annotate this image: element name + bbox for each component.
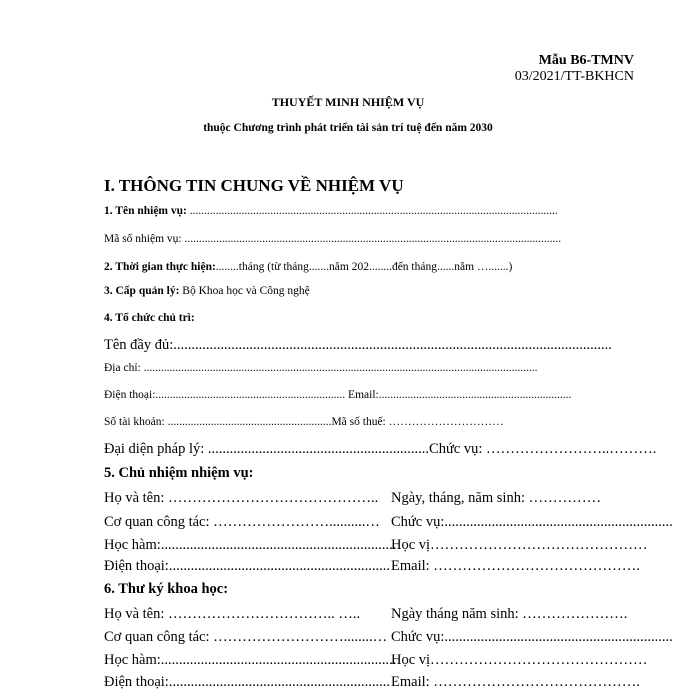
host-organization-label: 4. Tổ chức chủ trì: [104, 312, 195, 324]
duration-row [104, 261, 512, 273]
org-representative-field[interactable]: Đại diện pháp lý: .............................................................Chức vụ: ……………………..………. [104, 441, 657, 457]
document-title: THUYẾT MINH NHIỆM VỤ [271, 95, 425, 109]
leader-name-field[interactable]: Họ và tên: …………………………………….. [104, 490, 379, 506]
leader-email-field[interactable]: Email: ……………………………………. [391, 558, 640, 574]
form-code: Mẫu B6-TMNV [538, 53, 634, 68]
secretary-degree-field[interactable]: Học vị……………………………………… [391, 652, 648, 668]
secretary-email-field[interactable]: Email: ……………………………………. [391, 674, 640, 690]
leader-birthdate-field[interactable]: Ngày, tháng, năm sinh: …………… [391, 490, 602, 506]
section-6-heading: 6. Thư ký khoa học: [104, 581, 229, 597]
secretary-workplace-field[interactable]: Cơ quan công tác: ………………………........… [104, 629, 388, 645]
leader-position-field[interactable]: Chức vụ:............................................................... [391, 514, 673, 530]
duration-field[interactable]: ........tháng (từ tháng.......năm 202........đến tháng......năm ….......) [215, 261, 513, 273]
management-row [104, 285, 310, 297]
leader-academic-title-field[interactable]: Học hàm:................................................................. [104, 537, 397, 553]
org-phone-email-field[interactable]: Điện thoại:.................................................................. Email:................................................................... [104, 389, 572, 401]
section-5-heading: 5. Chủ nhiệm nhiệm vụ: [104, 465, 254, 481]
leader-workplace-field[interactable]: Cơ quan công tác: ……………………..........… [104, 514, 380, 530]
task-code-field[interactable]: Mã số nhiệm vụ: ................................................................................................................................... [104, 233, 562, 245]
task-name-label: 1. Tên nhiệm vụ: [104, 205, 187, 217]
secretary-phone-field[interactable]: Điện thoại:............................................................. [104, 674, 390, 690]
document-subtitle: thuộc Chương trình phát triển tài sản trí tuệ đến năm 2030 [203, 122, 493, 134]
secretary-academic-title-field[interactable]: Học hàm:................................................................. [104, 652, 397, 668]
org-address-field[interactable]: Địa chỉ: ......................................................................................................................................... [104, 362, 538, 374]
task-name-row [104, 205, 558, 217]
circular-number: 03/2021/TT-BKHCN [514, 69, 634, 84]
secretary-position-field[interactable]: Chức vụ:............................................................... [391, 629, 673, 645]
leader-phone-field[interactable]: Điện thoại:............................................................. [104, 558, 390, 574]
task-name-field[interactable]: ................................................................................................................................ [186, 205, 558, 217]
secretary-name-field[interactable]: Họ và tên: …………………………….. ….. [104, 606, 361, 622]
section-1-heading: I. THÔNG TIN CHUNG VỀ NHIỆM VỤ [104, 176, 404, 195]
management-label: 3. Cấp quản lý: [104, 285, 180, 297]
org-account-tax-field[interactable]: Số tài khoản: .........................................................Mã số thuế: ………………………… [104, 416, 504, 428]
leader-degree-field[interactable]: Học vị……………………………………… [391, 537, 648, 553]
management-value: Bộ Khoa học và Công nghệ [179, 285, 310, 297]
org-fullname-field[interactable]: Tên đầy đủ:......................................................................................................................... [104, 337, 612, 353]
duration-label: 2. Thời gian thực hiện: [104, 261, 216, 273]
secretary-birthdate-field[interactable]: Ngày tháng năm sinh: …………………. [391, 606, 628, 622]
